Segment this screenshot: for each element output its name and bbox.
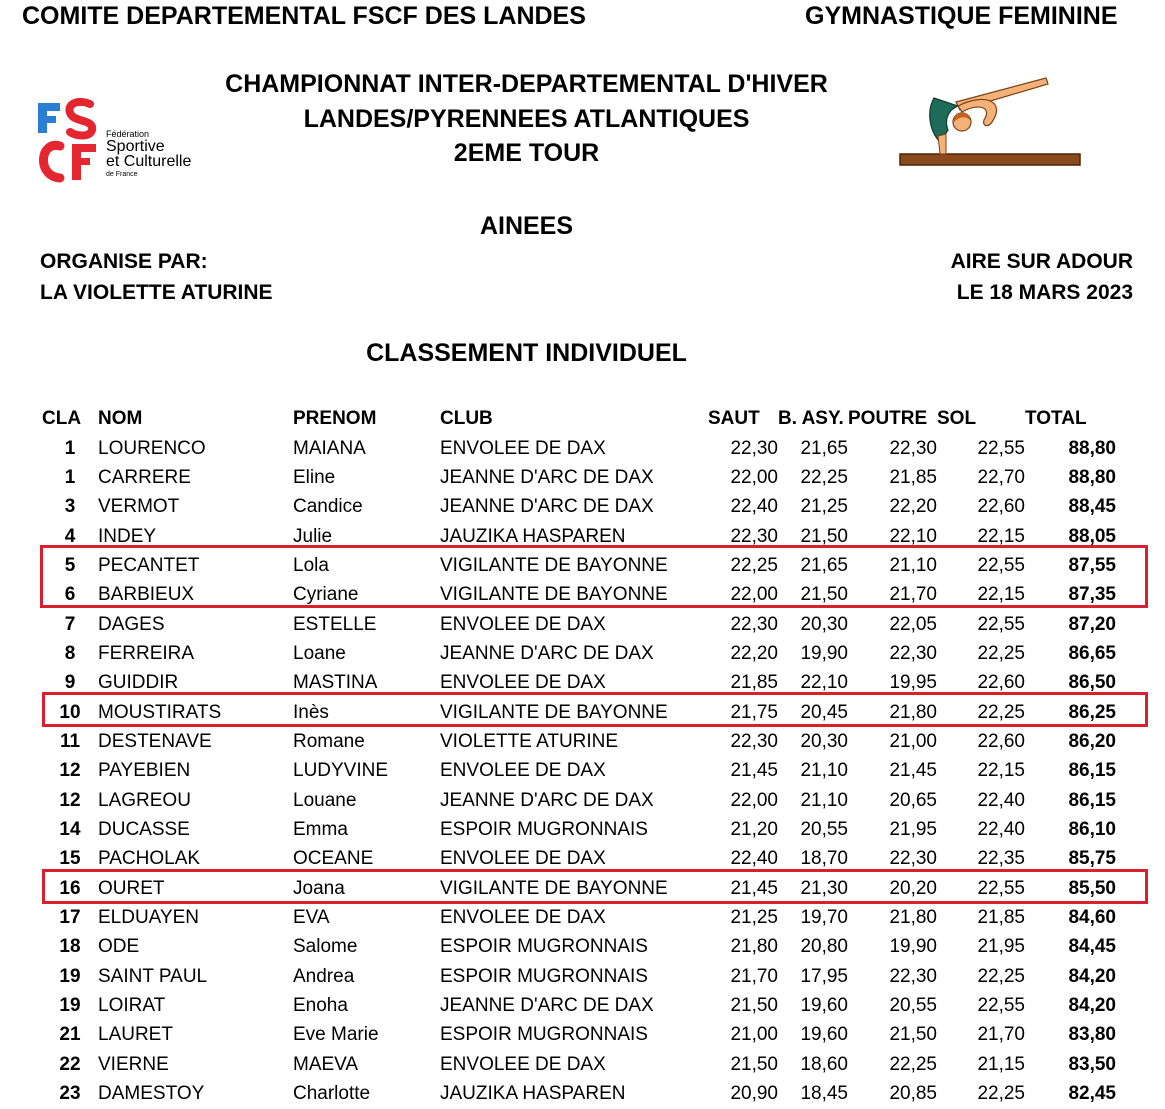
cell-cla: 15 — [59, 848, 81, 870]
results-table — [42, 404, 1116, 1109]
cell-basy: 22,10 — [800, 672, 848, 694]
cell-total: 86,10 — [1068, 818, 1116, 840]
table-row — [42, 991, 1116, 1020]
cell-basy: 20,55 — [800, 818, 848, 840]
cell-total: 86,15 — [1068, 789, 1116, 811]
table-row — [42, 1050, 1116, 1079]
cell-saut: 22,30 — [730, 730, 778, 752]
cell-total: 85,50 — [1068, 877, 1116, 899]
cell-club: ENVOLEE DE DAX — [440, 613, 606, 635]
cell-saut: 21,80 — [730, 936, 778, 958]
cell-saut: 21,50 — [730, 994, 778, 1016]
col-header-cla: CLA — [42, 408, 82, 429]
cell-cla: 21 — [59, 1024, 81, 1046]
cell-prenom: Julie — [293, 525, 333, 547]
cell-poutre: 22,30 — [889, 437, 937, 459]
cell-cla: 12 — [59, 760, 81, 782]
cell-cla: 7 — [64, 613, 76, 635]
cell-saut: 21,25 — [730, 906, 778, 928]
cell-nom: BARBIEUX — [98, 584, 195, 606]
cell-poutre: 22,30 — [889, 642, 937, 664]
cell-cla: 1 — [64, 437, 76, 459]
cell-basy: 21,30 — [800, 877, 848, 899]
cell-sol: 22,25 — [977, 701, 1025, 723]
cell-club: VIGILANTE DE BAYONNE — [440, 584, 668, 606]
cell-saut: 22,20 — [730, 642, 778, 664]
cell-saut: 21,45 — [730, 877, 778, 899]
cell-prenom: Salome — [293, 936, 358, 958]
cell-total: 86,15 — [1068, 760, 1116, 782]
cell-club: VIGILANTE DE BAYONNE — [440, 701, 668, 723]
cell-sol: 22,55 — [977, 994, 1025, 1016]
cell-basy: 17,95 — [800, 965, 848, 987]
cell-sol: 22,55 — [977, 437, 1025, 459]
cell-sol: 22,70 — [977, 466, 1025, 488]
cell-cla: 4 — [64, 525, 76, 547]
cell-basy: 19,90 — [800, 642, 848, 664]
cell-cla: 14 — [59, 818, 81, 840]
gymnast-illustration — [896, 72, 1086, 170]
cell-nom: DAGES — [98, 613, 165, 635]
table-row — [42, 493, 1116, 522]
cell-club: VIGILANTE DE BAYONNE — [440, 877, 668, 899]
col-header-sol: SOL — [937, 408, 977, 429]
cell-nom: VERMOT — [98, 496, 180, 518]
cell-basy: 18,45 — [800, 1082, 848, 1104]
cell-basy: 21,50 — [800, 525, 848, 547]
cell-club: ENVOLEE DE DAX — [440, 437, 606, 459]
gymnast-icon — [896, 72, 1086, 170]
cell-nom: LAURET — [98, 1024, 173, 1046]
cell-saut: 22,30 — [730, 525, 778, 547]
highlight-box-rows-5-6 — [40, 545, 1148, 608]
cell-sol: 21,95 — [977, 936, 1025, 958]
cell-poutre: 19,95 — [889, 672, 937, 694]
cell-sol: 22,15 — [977, 584, 1025, 606]
cell-club: ENVOLEE DE DAX — [440, 672, 606, 694]
cell-sol: 22,25 — [977, 642, 1025, 664]
cell-cla: 11 — [59, 730, 81, 752]
cell-cla: 22 — [59, 1053, 81, 1075]
cell-saut: 21,70 — [730, 965, 778, 987]
cell-prenom: Eve Marie — [293, 1024, 379, 1046]
table-row — [42, 757, 1116, 786]
cell-basy: 21,10 — [800, 760, 848, 782]
cell-nom: PAYEBIEN — [98, 760, 191, 782]
cell-total: 83,80 — [1068, 1024, 1116, 1046]
organizer-name: LA VIOLETTE ATURINE — [40, 281, 273, 304]
cell-nom: PACHOLAK — [98, 848, 201, 870]
cell-cla: 6 — [64, 584, 76, 606]
table-row — [42, 933, 1116, 962]
cell-total: 87,35 — [1068, 584, 1116, 606]
cell-sol: 22,15 — [977, 525, 1025, 547]
cell-nom: ODE — [98, 936, 140, 958]
cell-prenom: Emma — [293, 818, 348, 840]
cell-saut: 22,25 — [730, 554, 778, 576]
cell-total: 86,50 — [1068, 672, 1116, 694]
cell-cla: 12 — [59, 789, 81, 811]
cell-nom: LOIRAT — [98, 994, 166, 1016]
cell-basy: 20,80 — [800, 936, 848, 958]
cell-cla: 3 — [64, 496, 76, 518]
cell-prenom: Lola — [293, 554, 329, 576]
cell-nom: PECANTET — [98, 554, 200, 576]
cell-poutre: 22,10 — [889, 525, 937, 547]
cell-prenom: LUDYVINE — [293, 760, 389, 782]
cell-poutre: 20,65 — [889, 789, 937, 811]
cell-total: 84,45 — [1068, 936, 1116, 958]
cell-cla: 9 — [64, 672, 76, 694]
cell-club: ESPOIR MUGRONNAIS — [440, 818, 648, 840]
cell-club: JEANNE D'ARC DE DAX — [440, 642, 654, 664]
cell-club: JAUZIKA HASPAREN — [440, 1082, 626, 1104]
cell-sol: 22,25 — [977, 1082, 1025, 1104]
cell-cla: 8 — [64, 642, 76, 664]
cell-poutre: 22,25 — [889, 1053, 937, 1075]
cell-saut: 22,40 — [730, 496, 778, 518]
cell-sol: 21,85 — [977, 906, 1025, 928]
cell-club: ESPOIR MUGRONNAIS — [440, 1024, 648, 1046]
cell-club: VIGILANTE DE BAYONNE — [440, 554, 668, 576]
cell-saut: 20,90 — [730, 1082, 778, 1104]
cell-sol: 22,15 — [977, 760, 1025, 782]
cell-sol: 22,60 — [977, 496, 1025, 518]
cell-saut: 22,30 — [730, 437, 778, 459]
cell-total: 83,50 — [1068, 1053, 1116, 1075]
table-row — [42, 610, 1116, 639]
cell-saut: 21,50 — [730, 1053, 778, 1075]
cell-cla: 19 — [59, 965, 81, 987]
cell-club: ENVOLEE DE DAX — [440, 848, 606, 870]
cell-prenom: EVA — [293, 906, 330, 928]
cell-nom: GUIDDIR — [98, 672, 179, 694]
championship-line1: CHAMPIONNAT INTER-DEPARTEMENTAL D'HIVER — [225, 70, 828, 98]
cell-total: 88,80 — [1068, 437, 1116, 459]
cell-prenom: Loane — [293, 642, 346, 664]
cell-sol: 22,55 — [977, 877, 1025, 899]
cell-nom: ELDUAYEN — [98, 906, 200, 928]
cell-nom: MOUSTIRATS — [98, 701, 222, 723]
cell-cla: 17 — [59, 906, 81, 928]
cell-nom: DAMESTOY — [98, 1082, 205, 1104]
cell-saut: 21,75 — [730, 701, 778, 723]
cell-nom: LAGREOU — [98, 789, 191, 811]
cell-nom: SAINT PAUL — [98, 965, 208, 987]
cell-sol: 22,60 — [977, 730, 1025, 752]
cell-cla: 18 — [59, 936, 81, 958]
cell-saut: 22,00 — [730, 466, 778, 488]
cell-total: 86,65 — [1068, 642, 1116, 664]
cell-club: JEANNE D'ARC DE DAX — [440, 496, 654, 518]
table-row — [42, 1021, 1116, 1050]
cell-cla: 23 — [59, 1082, 81, 1104]
cell-basy: 19,70 — [800, 906, 848, 928]
cell-saut: 22,30 — [730, 613, 778, 635]
cell-poutre: 21,85 — [889, 466, 937, 488]
cell-sol: 22,55 — [977, 554, 1025, 576]
logo-line1: Fédération — [106, 129, 150, 139]
cell-club: JEANNE D'ARC DE DAX — [440, 789, 654, 811]
logo-line2: Sportive — [106, 138, 165, 155]
cell-prenom: Inès — [293, 701, 329, 723]
highlight-box-row-10 — [42, 692, 1148, 727]
col-header-prenom: PRENOM — [293, 408, 377, 429]
cell-poutre: 21,80 — [889, 701, 937, 723]
col-header-club: CLUB — [440, 408, 493, 429]
cell-nom: OURET — [98, 877, 165, 899]
cell-basy: 20,45 — [800, 701, 848, 723]
cell-total: 88,80 — [1068, 466, 1116, 488]
cell-prenom: MAIANA — [293, 437, 366, 459]
cell-cla: 10 — [59, 701, 81, 723]
discipline-title: GYMNASTIQUE FEMININE — [805, 2, 1118, 30]
cell-nom: LOURENCO — [98, 437, 206, 459]
cell-total: 87,55 — [1068, 554, 1116, 576]
cell-basy: 19,60 — [800, 994, 848, 1016]
cell-total: 86,20 — [1068, 730, 1116, 752]
cell-poutre: 22,05 — [889, 613, 937, 635]
table-row — [42, 786, 1116, 815]
table-header-row — [42, 404, 1116, 434]
cell-club: VIOLETTE ATURINE — [440, 730, 619, 752]
highlight-box-row-16 — [42, 869, 1148, 904]
cell-basy: 18,70 — [800, 848, 848, 870]
cell-club: ESPOIR MUGRONNAIS — [440, 965, 648, 987]
logo-line3: et Culturelle — [106, 153, 192, 170]
cell-sol: 21,15 — [977, 1053, 1025, 1075]
cell-prenom: Charlotte — [293, 1082, 371, 1104]
cell-basy: 19,60 — [800, 1024, 848, 1046]
cell-nom: INDEY — [98, 525, 157, 547]
logo-line4: de France — [106, 171, 138, 178]
cell-saut: 22,00 — [730, 789, 778, 811]
committee-title: COMITE DEPARTEMENTAL FSCF DES LANDES — [22, 2, 586, 30]
table-row — [42, 1079, 1116, 1108]
category-title: AINEES — [479, 212, 574, 240]
cell-nom: FERREIRA — [98, 642, 195, 664]
cell-total: 84,20 — [1068, 965, 1116, 987]
cell-poutre: 20,20 — [889, 877, 937, 899]
cell-nom: DESTENAVE — [98, 730, 212, 752]
cell-prenom: Andrea — [293, 965, 355, 987]
cell-nom: VIERNE — [98, 1053, 169, 1075]
cell-basy: 20,30 — [800, 613, 848, 635]
cell-prenom: Candice — [293, 496, 363, 518]
event-date: LE 18 MARS 2023 — [956, 281, 1133, 304]
table-row — [42, 463, 1116, 492]
cell-basy: 21,50 — [800, 584, 848, 606]
col-header-total: TOTAL — [1025, 408, 1087, 429]
cell-saut: 21,00 — [730, 1024, 778, 1046]
cell-prenom: MASTINA — [293, 672, 378, 694]
cell-sol: 21,70 — [977, 1024, 1025, 1046]
cell-basy: 21,25 — [800, 496, 848, 518]
cell-prenom: Enoha — [293, 994, 348, 1016]
cell-poutre: 22,30 — [889, 965, 937, 987]
cell-poutre: 21,10 — [889, 554, 937, 576]
cell-club: JAUZIKA HASPAREN — [440, 525, 626, 547]
cell-prenom: ESTELLE — [293, 613, 377, 635]
cell-basy: 21,10 — [800, 789, 848, 811]
cell-sol: 22,40 — [977, 789, 1025, 811]
cell-total: 87,20 — [1068, 613, 1116, 635]
cell-club: ENVOLEE DE DAX — [440, 760, 606, 782]
cell-prenom: Cyriane — [293, 584, 359, 606]
col-header-poutre: POUTRE — [848, 408, 928, 429]
table-row — [42, 903, 1116, 932]
table-row — [42, 727, 1116, 756]
cell-cla: 5 — [64, 554, 76, 576]
cell-total: 85,75 — [1068, 848, 1116, 870]
cell-poutre: 20,85 — [889, 1082, 937, 1104]
cell-club: JEANNE D'ARC DE DAX — [440, 466, 654, 488]
cell-club: ESPOIR MUGRONNAIS — [440, 936, 648, 958]
table-row — [42, 639, 1116, 668]
cell-total: 84,60 — [1068, 906, 1116, 928]
cell-saut: 22,40 — [730, 848, 778, 870]
table-row — [42, 962, 1116, 991]
cell-poutre: 22,20 — [889, 496, 937, 518]
cell-poutre: 20,55 — [889, 994, 937, 1016]
table-row — [42, 434, 1116, 463]
col-header-nom: NOM — [98, 408, 143, 429]
cell-sol: 22,40 — [977, 818, 1025, 840]
cell-basy: 20,30 — [800, 730, 848, 752]
event-place: AIRE SUR ADOUR — [950, 250, 1133, 273]
cell-basy: 22,25 — [800, 466, 848, 488]
cell-prenom: Joana — [293, 877, 345, 899]
cell-total: 82,45 — [1068, 1082, 1116, 1104]
cell-club: ENVOLEE DE DAX — [440, 1053, 606, 1075]
cell-cla: 16 — [59, 877, 81, 899]
cell-prenom: OCEANE — [293, 848, 374, 870]
classement-title: CLASSEMENT INDIVIDUEL — [366, 339, 687, 367]
cell-saut: 21,45 — [730, 760, 778, 782]
cell-sol: 22,60 — [977, 672, 1025, 694]
championship-line2: LANDES/PYRENNEES ATLANTIQUES — [303, 105, 750, 133]
cell-poutre: 19,90 — [889, 936, 937, 958]
cell-poutre: 21,45 — [889, 760, 937, 782]
cell-total: 86,25 — [1068, 701, 1116, 723]
cell-poutre: 21,70 — [889, 584, 937, 606]
cell-club: JEANNE D'ARC DE DAX — [440, 994, 654, 1016]
cell-club: ENVOLEE DE DAX — [440, 906, 606, 928]
cell-prenom: MAEVA — [293, 1053, 359, 1075]
col-header-saut: SAUT — [708, 408, 760, 429]
cell-poutre: 21,80 — [889, 906, 937, 928]
cell-poutre: 21,95 — [889, 818, 937, 840]
cell-prenom: Romane — [293, 730, 365, 752]
cell-poutre: 22,30 — [889, 848, 937, 870]
cell-basy: 21,65 — [800, 554, 848, 576]
cell-nom: CARRERE — [98, 466, 191, 488]
cell-cla: 19 — [59, 994, 81, 1016]
cell-saut: 22,00 — [730, 584, 778, 606]
cell-basy: 18,60 — [800, 1053, 848, 1075]
cell-total: 88,45 — [1068, 496, 1116, 518]
championship-line3: 2EME TOUR — [453, 139, 600, 167]
cell-total: 84,20 — [1068, 994, 1116, 1016]
cell-nom: DUCASSE — [98, 818, 190, 840]
cell-sol: 22,35 — [977, 848, 1025, 870]
cell-prenom: Eline — [293, 466, 336, 488]
cell-basy: 21,65 — [800, 437, 848, 459]
table-row — [42, 815, 1116, 844]
organizer-label: ORGANISE PAR: — [40, 250, 208, 273]
cell-cla: 1 — [64, 466, 76, 488]
cell-poutre: 21,00 — [889, 730, 937, 752]
cell-saut: 21,20 — [730, 818, 778, 840]
col-header-basy: B. ASY. — [778, 408, 844, 429]
cell-total: 88,05 — [1068, 525, 1116, 547]
cell-sol: 22,25 — [977, 965, 1025, 987]
cell-saut: 21,85 — [730, 672, 778, 694]
cell-sol: 22,55 — [977, 613, 1025, 635]
cell-prenom: Louane — [293, 789, 357, 811]
cell-poutre: 21,50 — [889, 1024, 937, 1046]
